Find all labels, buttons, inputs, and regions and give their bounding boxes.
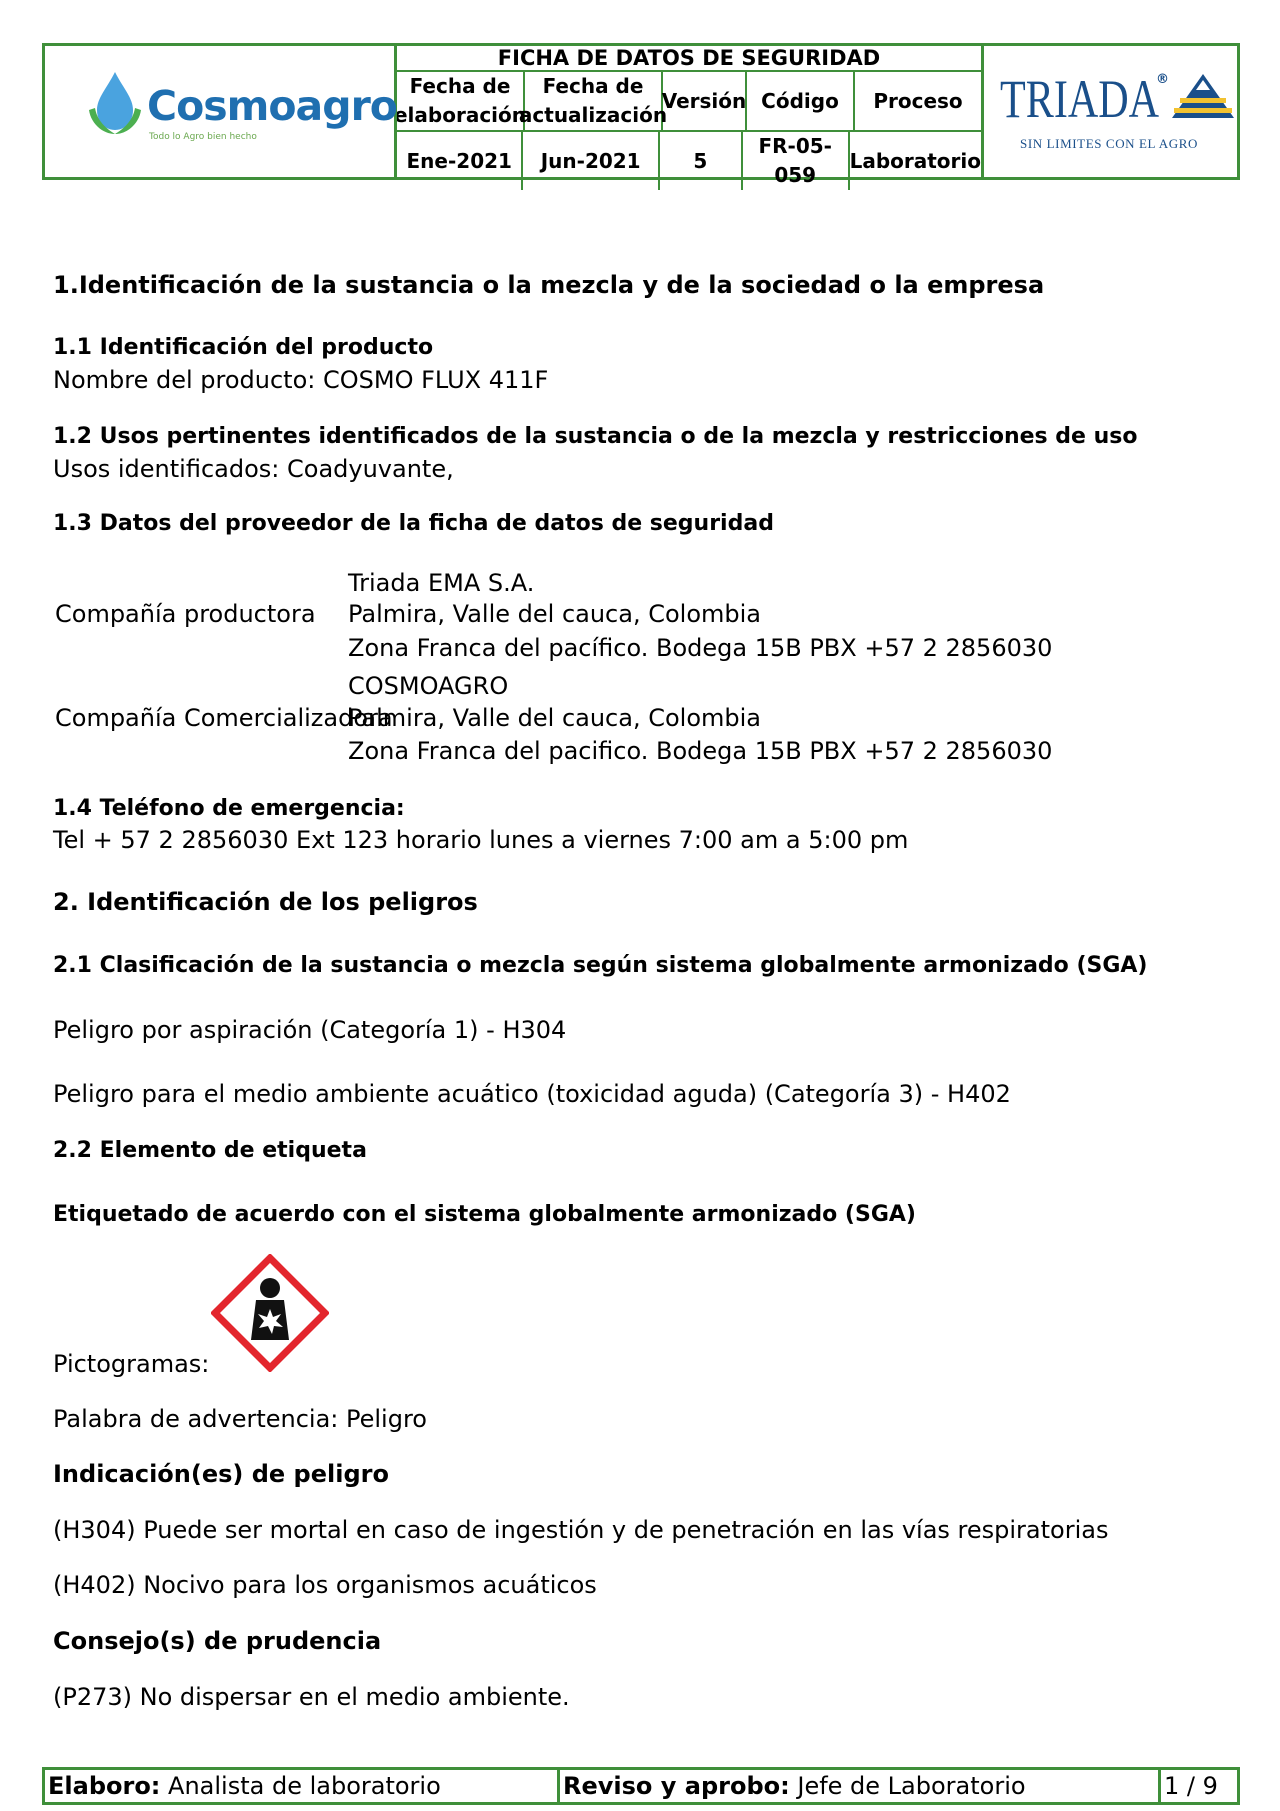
hazard-statements-title: Indicación(es) de peligro [53, 1460, 389, 1488]
section-2-1-title: 2.1 Clasificación de la sustancia o mezcla según sistema globalmente armonizado (SGA) [53, 953, 1148, 978]
section-1-1-title: 1.1 Identificación del producto [53, 335, 434, 360]
reviewed-by [560, 1770, 1161, 1802]
labeling-title: Etiquetado de acuerdo con el sistema globalmente armonizado (SGA) [53, 1202, 916, 1227]
producer-line-1: Triada EMA S.A. [348, 569, 535, 597]
section-2-2-title: 2.2 Elemento de etiqueta [53, 1138, 367, 1163]
updated-date-label: Fecha de actualización [525, 72, 663, 130]
hazard-statement-h402: (H402) Nocivo para los organismos acuáticos [53, 1571, 597, 1599]
code-value: FR-05-059 [743, 132, 850, 190]
hazard-classification-2: Peligro para el medio ambiente acuático (toxicidad aguda) (Categoría 3) - H402 [53, 1080, 1011, 1108]
pyramid-icon [1170, 72, 1236, 122]
document-title: FICHA DE DATOS DE SEGURIDAD [397, 46, 981, 72]
cosmoagro-logo [45, 46, 397, 177]
prepared-by-label: Elaboro: [48, 1772, 161, 1800]
section-1-title: 1.Identificación de la sustancia o la mezcla y de la sociedad o la empresa [53, 271, 1045, 299]
updated-date-value: Jun-2021 [523, 132, 659, 190]
reviewed-by-label: Reviso y aprobo: [563, 1772, 790, 1800]
prepared-by-value: Analista de laboratorio [160, 1772, 441, 1800]
section-1-4-title: 1.4 Teléfono de emergencia: [53, 796, 405, 821]
page-number: 1 / 9 [1164, 1772, 1218, 1800]
hazard-statement-h304: (H304) Puede ser mortal en caso de ingestión y de penetración en las vías respiratorias [53, 1516, 1109, 1544]
created-date-label: Fecha de elaboración [397, 72, 525, 130]
process-value: Laboratorio [849, 148, 981, 173]
header-info-table [393, 46, 981, 187]
precaution-title: Consejo(s) de prudencia [53, 1627, 382, 1655]
identified-uses: Usos identificados: Coadyuvante, [53, 455, 454, 483]
marketer-line-2: Palmira, Valle del cauca, Colombia [348, 704, 761, 732]
producer-label: Compañía productora [55, 600, 316, 628]
document-header [42, 43, 1240, 187]
triada-tagline: SIN LIMITES CON EL AGRO [1020, 136, 1198, 151]
prepared-by [45, 1770, 560, 1802]
signal-word: Palabra de advertencia: Peligro [53, 1405, 427, 1433]
marketer-line-3: Zona Franca del pacifico. Bodega 15B PBX +57 2 2856030 [348, 737, 1053, 765]
health-hazard-pictogram-icon [211, 1254, 329, 1372]
header-labels-row [393, 72, 981, 132]
document-footer [42, 1767, 1240, 1805]
triada-logo [981, 46, 1237, 177]
registered-mark: ® [1156, 72, 1169, 87]
hazard-classification-1: Peligro por aspiración (Categoría 1) - H304 [53, 1016, 567, 1044]
header-values-row [397, 132, 981, 190]
producer-line-2: Palmira, Valle del cauca, Colombia [348, 600, 761, 628]
section-1-3-title: 1.3 Datos del proveedor de la ficha de datos de seguridad [53, 511, 774, 536]
producer-line-3: Zona Franca del pacífico. Bodega 15B PBX +57 2 2856030 [348, 634, 1053, 662]
precaution-p273: (P273) No dispersar en el medio ambiente. [53, 1683, 570, 1711]
cosmoagro-tagline: Todo lo Agro bien hecho [149, 132, 257, 142]
water-drop-icon [85, 70, 145, 136]
product-name: Nombre del producto: COSMO FLUX 411F [53, 366, 549, 394]
triada-wordmark: TRIADA [1000, 69, 1160, 129]
version-label: Versión [663, 72, 747, 130]
marketer-label: Compañía Comercializadora [55, 704, 393, 732]
emergency-phone: Tel + 57 2 2856030 Ext 123 horario lunes a viernes 7:00 am a 5:00 pm [53, 826, 909, 854]
marketer-line-1: COSMOAGRO [348, 672, 509, 700]
process-label: Proceso [873, 88, 963, 113]
section-2-title: 2. Identificación de los peligros [53, 888, 478, 916]
version-value: 5 [660, 132, 743, 190]
cosmoagro-wordmark: Cosmoagro [147, 82, 397, 130]
reviewed-by-value: Jefe de Laboratorio [789, 1772, 1026, 1800]
created-date-value: Ene-2021 [397, 132, 523, 190]
pictograms-label: Pictogramas: [53, 1350, 210, 1378]
section-1-2-title: 1.2 Usos pertinentes identificados de la sustancia o de la mezcla y restricciones de uso [53, 424, 1138, 449]
code-label: Código [747, 72, 855, 130]
